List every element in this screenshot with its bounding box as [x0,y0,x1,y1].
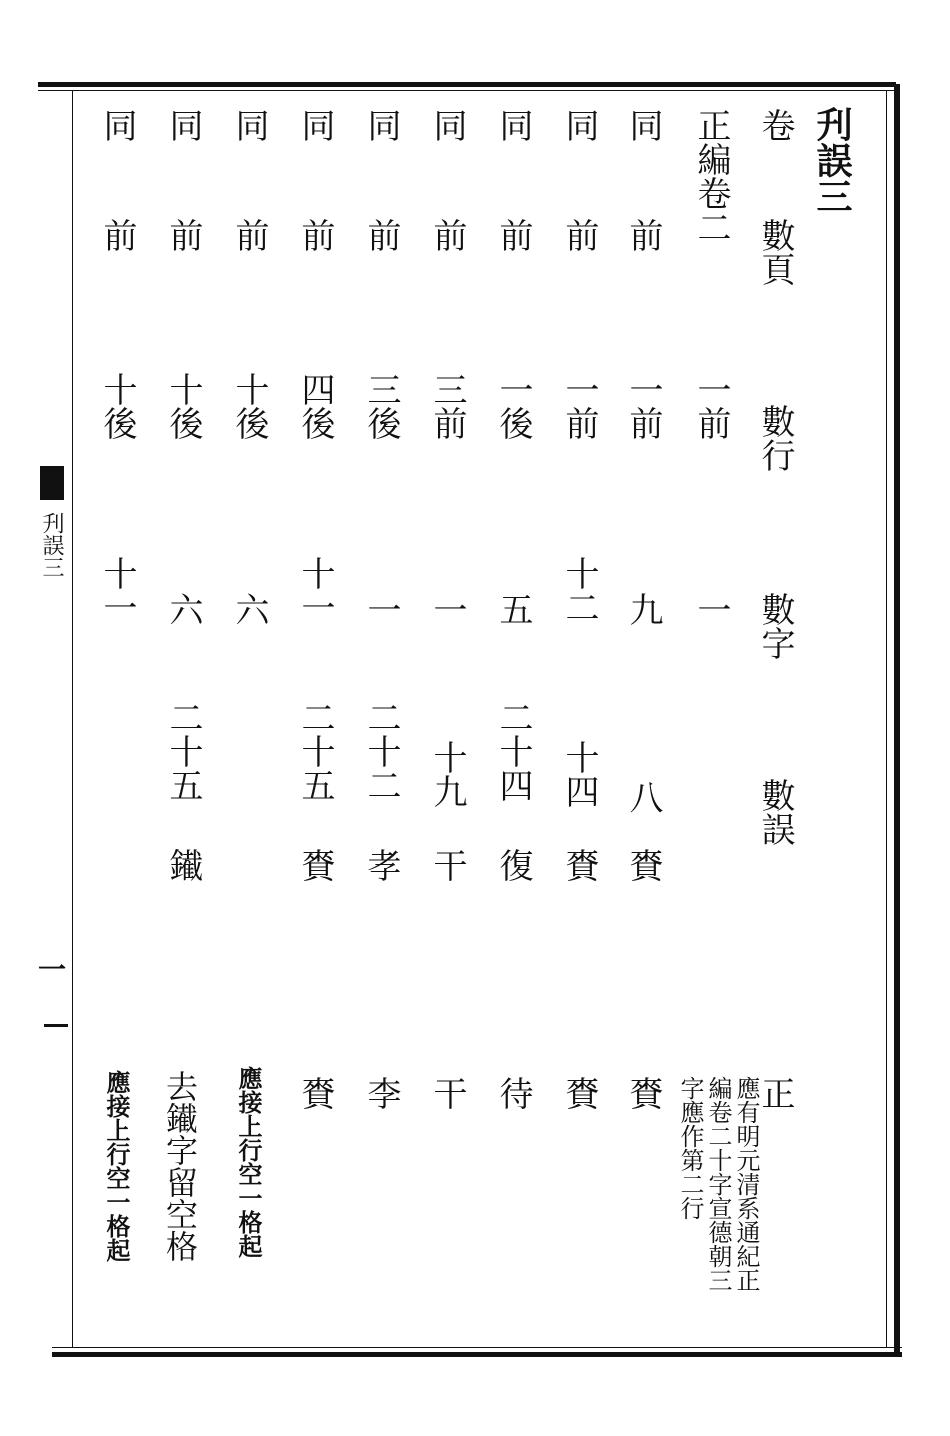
column-header-juan: 卷 [755,108,795,142]
row-line: 一 [691,592,731,626]
row-page: 一後 [493,372,533,440]
row-qian: 前 [559,218,599,252]
row-note: 應接上行空一格起 [234,1066,263,1258]
row-char: 八 [623,780,663,814]
row-page: 十後 [97,372,137,440]
row-juan: 同 [97,108,137,142]
row-correct: 去䥫字留空格 [161,1070,199,1262]
row-line: 一 [361,592,401,626]
row-correct: 賚 [559,1076,599,1110]
row-char: 十九 [427,740,467,808]
row-correct: 干 [427,1076,467,1110]
column-header-char: 數字 [755,592,795,660]
row-page: 三前 [427,372,467,440]
row-juan: 同 [493,108,533,142]
row-correct: 李 [361,1076,401,1110]
left-border-line [72,90,73,1348]
column-header-line: 數行 [755,404,795,472]
row-line: 十一 [295,556,335,624]
row-juan: 同 [623,108,663,142]
row-qian: 前 [229,218,269,252]
row-juan: 同 [361,108,401,142]
row-error: 䥫 [163,848,203,882]
margin-fishtail [40,466,64,500]
margin-label: 刋誤三 [39,512,64,578]
row-line: 五 [493,592,533,626]
bottom-border-thin [52,1347,902,1348]
row-page: 三後 [361,372,401,440]
row-char: 二十二 [361,700,401,802]
row-page: 一前 [623,372,663,440]
row-qian: 前 [427,218,467,252]
row-qian: 前 [493,218,533,252]
row-error: 孝 [361,848,401,882]
column-header-correct: 正 [755,1076,795,1110]
row-page: 十後 [229,372,269,440]
row-error: 賚 [623,848,663,882]
row-page: 十後 [163,372,203,440]
row-juan: 同 [163,108,203,142]
row-page: 四後 [295,372,335,440]
row-error: 賚 [559,848,599,882]
row-qian: 前 [97,218,137,252]
row-qian: 前 [295,218,335,252]
row-qian: 前 [623,218,663,252]
right-border-thin [886,90,887,1348]
row-line: 六 [163,592,203,626]
row-juan: 同 [295,108,335,142]
row-correct: 待 [493,1076,533,1110]
row-note: 應接上行空一格起 [102,1070,131,1262]
row-note: 字應作第二行 [676,1076,704,1220]
row-line: 十一 [97,556,137,624]
top-border-thick [38,82,896,87]
row-note: 應有明元清系通紀正 [732,1076,760,1292]
page-title: 刋誤三 [811,106,853,214]
row-line: 六 [229,592,269,626]
bottom-border-thick [52,1352,902,1357]
row-page: 一前 [559,372,599,440]
row-line: 一 [427,592,467,626]
row-qian: 前 [361,218,401,252]
row-char: 二十五 [163,700,203,802]
row-correct: 賚 [295,1076,335,1110]
row-juan: 同 [427,108,467,142]
row-error: 復 [493,848,533,882]
row-line: 九 [623,592,663,626]
column-header-error: 數誤 [755,778,795,846]
row-qian: 前 [163,218,203,252]
row-juan: 同 [559,108,599,142]
right-border-thick [894,84,900,1356]
row-juan: 同 [229,108,269,142]
row-error: 干 [427,848,467,882]
top-border-thin [38,90,896,91]
row-char: 二十四 [493,700,533,802]
row-note: 編卷二十字宣德朝三 [704,1076,732,1292]
margin-page-number: 一 [38,953,67,986]
margin-bar [44,1024,68,1027]
row-juan: 正編卷二 [691,108,731,244]
row-page: 一前 [691,372,731,440]
row-correct: 賚 [623,1076,663,1110]
row-char: 十四 [559,740,599,808]
row-char: 二十五 [295,700,335,802]
column-header-page: 數頁 [755,218,795,286]
row-error: 賚 [295,848,335,882]
row-line: 十二 [559,556,599,624]
